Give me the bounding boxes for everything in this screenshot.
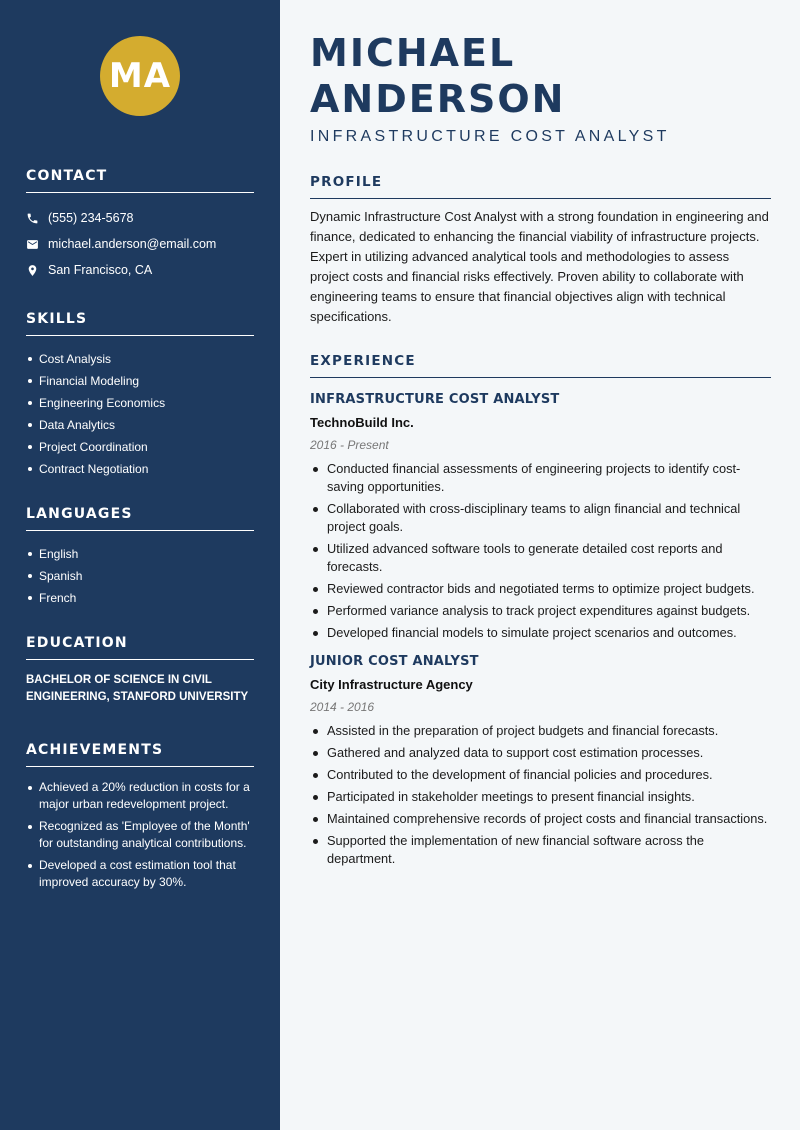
email-icon bbox=[26, 238, 39, 251]
job-bullet: Assisted in the preparation of project budgets and financial forecasts. bbox=[310, 722, 771, 740]
job-bullet: Gathered and analyzed data to support cost estimation processes. bbox=[310, 744, 771, 762]
job-bullet: Conducted financial assessments of engineering projects to identify cost-saving opportunities. bbox=[310, 460, 771, 496]
job-bullet: Reviewed contractor bids and negotiated terms to optimize project budgets. bbox=[310, 580, 771, 598]
skill-item: Contract Negotiation bbox=[26, 458, 254, 480]
education-heading: EDUCATION bbox=[26, 635, 254, 660]
location-text: San Francisco, CA bbox=[48, 263, 153, 277]
main-content bbox=[280, 0, 800, 1130]
candidate-role: INFRASTRUCTURE COST ANALYST bbox=[310, 128, 670, 145]
job-company: City Infrastructure Agency bbox=[310, 677, 473, 692]
contact-heading: CONTACT bbox=[26, 168, 254, 193]
education-degree: BACHELOR OF SCIENCE IN CIVIL ENGINEERING, STANFORD UNIVERSITY bbox=[26, 674, 249, 703]
profile-heading: PROFILE bbox=[310, 174, 771, 199]
language-item: English bbox=[26, 543, 254, 565]
skills-section bbox=[26, 311, 254, 480]
avatar bbox=[100, 36, 180, 116]
profile-section bbox=[310, 174, 771, 327]
language-item: Spanish bbox=[26, 565, 254, 587]
email-text: michael.anderson@email.com bbox=[48, 237, 217, 251]
job-dates: 2016 - Present bbox=[310, 438, 389, 452]
job-company: TechnoBuild Inc. bbox=[310, 415, 414, 430]
achievements-list bbox=[26, 779, 254, 891]
education-section bbox=[26, 635, 254, 706]
job-title: JUNIOR COST ANALYST bbox=[310, 654, 479, 669]
phone-icon bbox=[26, 212, 39, 225]
job-bullet: Contributed to the development of financial policies and procedures. bbox=[310, 766, 771, 784]
achievements-section bbox=[26, 742, 254, 891]
location-pin-icon bbox=[26, 264, 39, 277]
job-bullet: Participated in stakeholder meetings to present financial insights. bbox=[310, 788, 771, 806]
skills-heading: SKILLS bbox=[26, 311, 254, 336]
achievement-item: Developed a cost estimation tool that improved accuracy by 30%. bbox=[26, 857, 254, 891]
job-bullet: Utilized advanced software tools to generate detailed cost reports and forecasts. bbox=[310, 540, 771, 576]
contact-email bbox=[26, 231, 254, 257]
job-title: INFRASTRUCTURE COST ANALYST bbox=[310, 392, 560, 407]
job-dates: 2014 - 2016 bbox=[310, 700, 375, 714]
job-bullets bbox=[310, 722, 771, 868]
contact-section bbox=[26, 168, 254, 283]
job-entry bbox=[310, 654, 771, 868]
languages-section bbox=[26, 506, 254, 609]
job-bullet: Collaborated with cross-disciplinary teams to align financial and technical project goals. bbox=[310, 500, 771, 536]
job-bullets bbox=[310, 460, 771, 642]
languages-heading: LANGUAGES bbox=[26, 506, 254, 531]
language-item: French bbox=[26, 587, 254, 609]
skill-item: Data Analytics bbox=[26, 414, 254, 436]
achievement-item: Achieved a 20% reduction in costs for a major urban redevelopment project. bbox=[26, 779, 254, 813]
skills-list bbox=[26, 348, 254, 480]
achievements-heading: ACHIEVEMENTS bbox=[26, 742, 254, 767]
job-bullet: Supported the implementation of new financial software across the department. bbox=[310, 832, 771, 868]
achievement-item: Recognized as 'Employee of the Month' for outstanding analytical contributions. bbox=[26, 818, 254, 852]
phone-text: (555) 234-5678 bbox=[48, 211, 134, 225]
job-bullet: Performed variance analysis to track project expenditures against budgets. bbox=[310, 602, 771, 620]
job-bullet: Maintained comprehensive records of project costs and financial transactions. bbox=[310, 810, 771, 828]
profile-text: Dynamic Infrastructure Cost Analyst with a strong foundation in engineering and finance, dedicated to enhancing the financial viability of infrastructure projects. Expert in utilizing advanced analytical tools and methodologies to assess project costs and financial risks effectively. Proven ability to collaborate with engineering teams to ensure that financial objectives align with technical specifications. bbox=[310, 209, 769, 324]
job-entry bbox=[310, 392, 771, 642]
candidate-name: MICHAEL ANDERSON bbox=[310, 31, 566, 121]
skill-item: Financial Modeling bbox=[26, 370, 254, 392]
skill-item: Engineering Economics bbox=[26, 392, 254, 414]
experience-section bbox=[310, 353, 771, 868]
avatar-initials: MA bbox=[108, 56, 172, 96]
skill-item: Cost Analysis bbox=[26, 348, 254, 370]
contact-location bbox=[26, 257, 254, 283]
experience-heading: EXPERIENCE bbox=[310, 353, 771, 378]
skill-item: Project Coordination bbox=[26, 436, 254, 458]
contact-phone bbox=[26, 205, 254, 231]
sidebar bbox=[0, 0, 280, 1130]
job-bullet: Developed financial models to simulate project scenarios and outcomes. bbox=[310, 624, 771, 642]
languages-list bbox=[26, 543, 254, 609]
